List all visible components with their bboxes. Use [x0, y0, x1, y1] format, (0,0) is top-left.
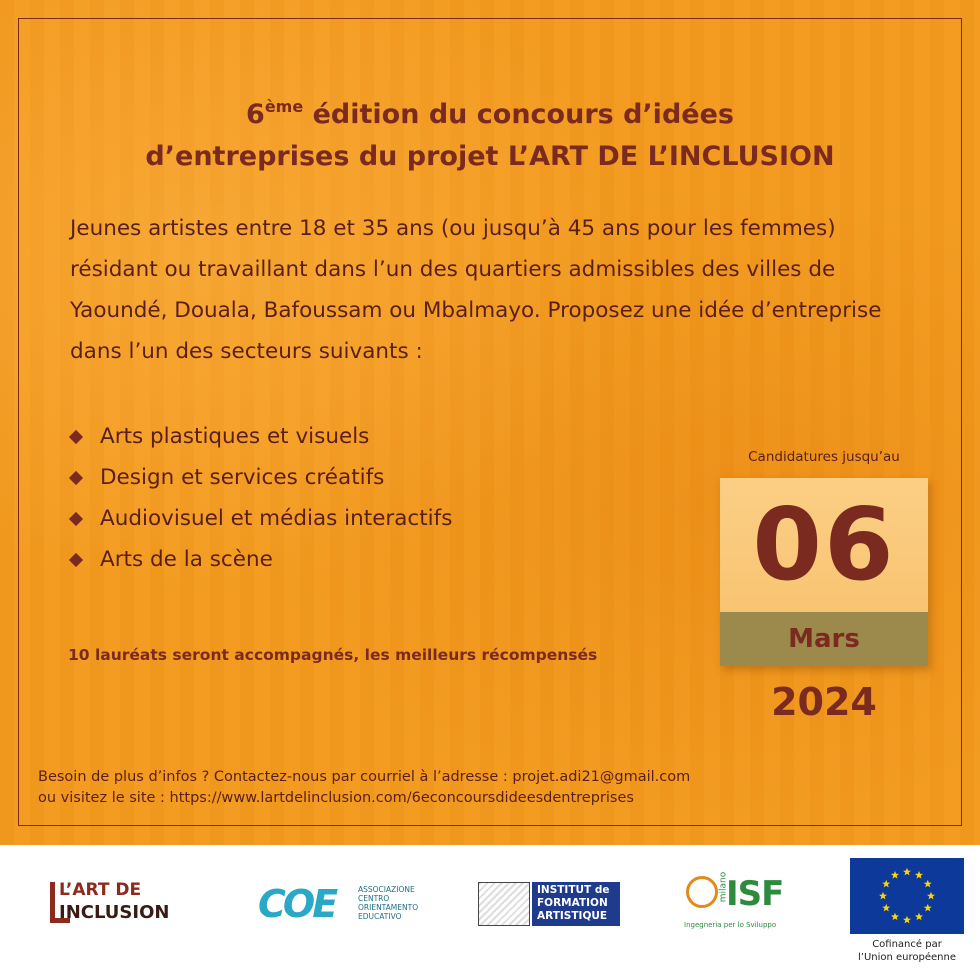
eu-star-icon — [891, 871, 899, 879]
logo-institut-formation-artistique — [478, 882, 620, 926]
logo-ifa-line: INSTITUT de — [537, 884, 610, 896]
logo-isf-milano — [684, 871, 784, 934]
logo-coe-text-line: EDUCATIVO — [358, 912, 402, 921]
eu-stars-icon — [850, 858, 964, 934]
deadline-month: Mars — [720, 612, 928, 666]
eu-star-icon — [882, 880, 890, 888]
logo-ifa-line: FORMATION — [537, 897, 608, 909]
logo-coe-mark: COE — [258, 882, 336, 926]
logo-ifa-text — [532, 882, 620, 926]
deadline-year: 2024 — [771, 680, 877, 724]
sectors-list — [68, 416, 452, 580]
eu-star-icon — [927, 892, 935, 900]
title-ordinal: 6 — [246, 99, 265, 130]
mask-icon — [478, 882, 530, 926]
logo-bracket-icon — [50, 882, 55, 922]
diamond-bullet-icon — [69, 429, 83, 443]
eu-caption-line: l’Union européenne — [857, 952, 956, 963]
sector-label: Design et services créatifs — [100, 465, 385, 490]
eu-star-icon — [903, 916, 911, 924]
eu-star-icon — [924, 880, 932, 888]
laureats-text: 10 lauréats seront accompagnés, les meilleurs récompensés — [68, 646, 598, 664]
intro-text: Jeunes artistes entre 18 et 35 ans (ou jusqu’à 45 ans pour les femmes) résidant ou travaillant dans l’un des quartiers admissibles des villes de Yaoundé, Douala, Bafoussam ou Mbalmayo. Proposez une idée d’entreprise dans l’un des secteurs suivants : — [70, 216, 882, 364]
logo-coe — [258, 878, 418, 928]
sector-label: Arts plastiques et visuels — [100, 424, 370, 449]
eu-star-icon — [882, 904, 890, 912]
logo-coe-text-line: CENTRO — [358, 894, 390, 903]
title-superscript: ème — [264, 97, 304, 116]
deadline-label: Candidatures jusqu’au — [748, 449, 900, 465]
list-item — [68, 457, 452, 498]
list-item — [68, 498, 452, 539]
logo-coe-text-line: ASSOCIAZIONE — [358, 885, 415, 894]
logo-ifa-line: ARTISTIQUE — [537, 910, 608, 922]
globe-icon — [686, 876, 718, 908]
page-title — [40, 86, 940, 178]
eu-star-icon — [891, 913, 899, 921]
eu-star-icon — [915, 871, 923, 879]
logo-isf-sub: Ingegneria per lo Sviluppo — [684, 921, 777, 929]
eu-caption-line: Cofinancé par — [872, 939, 942, 950]
deadline-date-box — [720, 478, 928, 666]
contact-email-line[interactable]: Besoin de plus d’infos ? Contactez-nous par courriel à l’adresse : projet.adi21@gmail.com — [38, 769, 691, 785]
logo-adi-line1: L’ART DE — [59, 880, 142, 900]
contact-website-line[interactable]: ou visitez le site : https://www.lartdelinclusion.com/6econcoursdideesdentreprises — [38, 790, 634, 806]
diamond-bullet-icon — [69, 470, 83, 484]
diamond-bullet-icon — [69, 511, 83, 525]
logo-adi-line2: INCLUSION — [59, 902, 170, 923]
eu-star-icon — [879, 892, 887, 900]
logo-coe-text — [358, 885, 418, 921]
sector-label: Arts de la scène — [100, 547, 273, 572]
title-line1: édition du concours d’idées — [303, 99, 734, 130]
eu-star-icon — [915, 913, 923, 921]
eu-caption — [836, 938, 978, 964]
eu-star-icon — [903, 868, 911, 876]
eu-star-icon — [924, 904, 932, 912]
title-line2: d’entreprises du projet L’ART DE L’INCLUSION — [145, 141, 835, 172]
list-item — [68, 416, 452, 457]
diamond-bullet-icon — [69, 552, 83, 566]
sector-label: Audiovisuel et médias interactifs — [100, 506, 453, 531]
logo-isf-city: milano — [718, 871, 729, 903]
logo-isf-mark: ISF — [726, 874, 784, 914]
eu-flag-icon — [850, 858, 964, 934]
contact-info — [38, 767, 938, 809]
deadline-day: 06 — [720, 478, 928, 612]
list-item — [68, 539, 452, 580]
logo-art-de-l-inclusion — [50, 880, 195, 928]
logo-coe-text-line: ORIENTAMENTO — [358, 903, 419, 912]
